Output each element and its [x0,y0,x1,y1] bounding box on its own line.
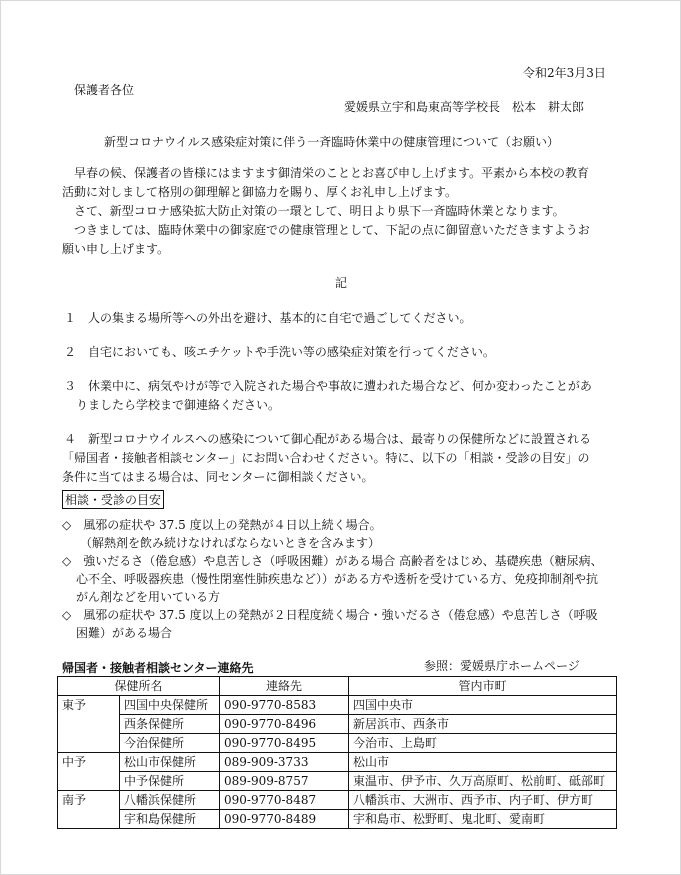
office-cell: 西条保健所 [120,715,220,734]
area-cell: 八幡浜市、大洲市、西予市、内子町、伊方町 [349,791,617,810]
item-2: ２ 自宅においても、咳エチケットや手洗い等の感染症対策を行ってください。 [64,345,495,359]
item-3-line-2: りましたら学校まで御連絡ください。 [76,398,281,412]
request-line-1: つきましては、臨時休業中の御家庭での健康管理として、下記の点に御留意いただきますようお [74,223,590,237]
criteria-3-line-2: 困難）がある場合 [76,626,173,640]
phone-cell: 089-909-3733 [220,753,349,772]
table-header-row [58,677,617,696]
notice-line: さて、新型コロナ感染拡大防止対策の一環として、明日より県下一斉臨時休業となります。 [74,204,565,218]
area-cell: 四国中央市 [349,696,617,715]
table-row [58,791,617,810]
area-cell: 新居浜市、西条市 [349,715,617,734]
header-area: 管内市町 [349,677,617,696]
criteria-3-line-1: ◇ 風邪の症状や 37.5 度以上の発熱が２日程度続く場合・強いだるさ（倦怠感）や息苦しさ（呼吸 [62,608,598,622]
office-cell: 宇和島保健所 [120,810,220,829]
phone-cell: 090-9770-8496 [220,715,349,734]
table-row [58,715,617,734]
greeting-line-1: 早春の候、保護者の皆様にはますます御清栄のこととお喜び申し上げます。平素から本校の教育 [74,166,590,180]
item-4-line-1: ４ 新型コロナウイルスへの感染について御心配がある場合は、最寄りの保健所などに設置される [64,432,592,446]
area-cell: 東温市、伊予市、久万高原町、松前町、砥部町 [349,772,617,791]
item-1: １ 人の集まる場所等への外出を避け、基本的に自宅で過ごしてください。 [64,311,472,325]
request-line-2: 願い申し上げます。 [62,242,170,256]
contacts-reference: 参照：愛媛県庁ホームページ [424,659,580,673]
criteria-2-line-1: ◇ 強いだるさ（倦怠感）や息苦しさ（呼吸困難）がある場合 高齢者をはじめ、基礎疾患（糖尿病、 [62,554,603,568]
area-cell: 宇和島市、松野町、鬼北町、愛南町 [349,810,617,829]
criteria-2-line-3: がん剤などを用いている方 [76,590,221,604]
header-phone: 連絡先 [220,677,349,696]
recipient: 保護者各位 [74,83,135,97]
guideline-heading: 相談・受診の目安 [62,490,164,509]
office-cell: 四国中央保健所 [120,696,220,715]
region-cell: 南予 [58,791,120,829]
criteria-1-line-2: （解熱剤を飲み続けなければならないときを含みます） [80,536,381,550]
sender: 愛媛県立宇和島東高等学校長 松本 耕太郎 [344,100,585,114]
area-cell: 松山市 [349,753,617,772]
item-3-line-1: ３ 休業中に、病気やけが等で入院された場合や事故に遭われた場合など、何か変わったことがあ [64,379,592,393]
phone-cell: 089-909-8757 [220,772,349,791]
phone-cell: 090-9770-8489 [220,810,349,829]
item-4-line-3: 条件に当てはまる場合は、同センターに御相談ください。 [62,470,374,484]
office-cell: 中予保健所 [120,772,220,791]
table-row [58,753,617,772]
document-date: 令和2年3月3日 [523,66,606,80]
office-cell: 松山市保健所 [120,753,220,772]
contacts-table [57,676,617,829]
greeting-line-2: 活動に対しまして格別の御理解と御協力を賜り、厚くお礼申し上げます。 [62,185,458,199]
criteria-2-line-2: 心不全、呼吸器疾患（慢性閉塞性肺疾患など））がある方や透析を受けている方、免疫抑制剤や抗 [76,572,599,586]
item-4-line-2: 「帰国者・接触者相談センター」にお問い合わせください。特に、以下の「相談・受診の目安」の [62,451,590,465]
table-row [58,734,617,753]
ki-heading: 記 [335,276,348,290]
region-cell: 中予 [58,753,120,791]
phone-cell: 090-9770-8495 [220,734,349,753]
contacts-caption: 帰国者・接触者相談センター連絡先 [62,661,254,675]
table-row [58,810,617,829]
office-cell: 今治保健所 [120,734,220,753]
table-row [58,696,617,715]
area-cell: 今治市、上島町 [349,734,617,753]
criteria-1-line-1: ◇ 風邪の症状や 37.5 度以上の発熱が４日以上続く場合。 [62,518,382,532]
document-title: 新型コロナウイルス感染症対策に伴う一斉臨時休業中の健康管理について（お願い） [104,135,560,149]
region-cell: 東予 [58,696,120,753]
phone-cell: 090-9770-8487 [220,791,349,810]
table-row [58,772,617,791]
phone-cell: 090-9770-8583 [220,696,349,715]
header-office: 保健所名 [58,677,220,696]
office-cell: 八幡浜保健所 [120,791,220,810]
